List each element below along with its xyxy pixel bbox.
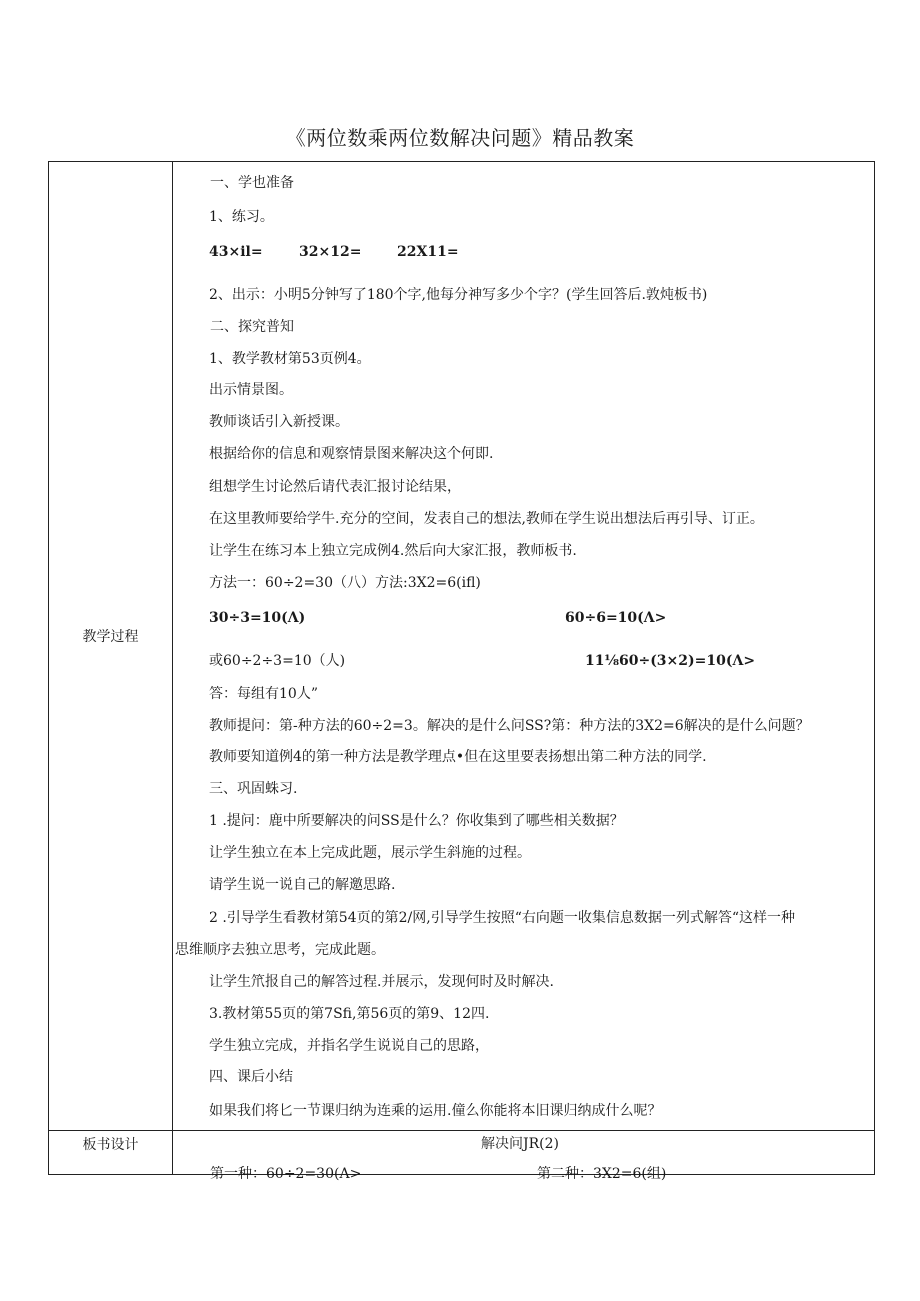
board-second-method: 第二种：3X2=6(组): [537, 1166, 667, 1182]
solve-line: 根据给你的信息和观察情景图来解决这个何即.: [209, 446, 494, 462]
teacher-ask: 教师提问：第-种方法的60÷2=3。解决的是什么问SS?第：种方法的3X2=6解决的是什么问题？: [209, 718, 810, 734]
label-teaching-process: 教学过程: [82, 629, 139, 645]
question-2: 2 .引导学生看教材第54页的第2/网,引导学生按照“右向题一收集信息数据一列式解答“这样一种: [209, 910, 796, 926]
method-row-3: [209, 652, 874, 670]
summary-question: 如果我们将匕一节课归纳为连乘的运用.僮么你能将本旧课归纳成什么呢？: [209, 1103, 662, 1119]
page-title: 《两位数乘两位数解决问题》精品教案: [285, 126, 635, 150]
method-row-2: [209, 609, 874, 627]
teacher-know: 教师要知道例4的第一种方法是教学理点•但在这里要表扬想出第二种方法的同学.: [209, 749, 707, 765]
method-c: 或60÷2÷3=10（人): [209, 653, 346, 669]
group-discuss: 组想学生讨论然后请代表汇报讨论结果，: [209, 479, 461, 495]
show-question: 2、出示：小明5分钟写了180个字,他每分神写多少个字？(学生回答后.敦炖板书): [209, 287, 708, 303]
question-3-solo: 学生独立完成，并指名学生说说自己的思路，: [209, 1038, 489, 1054]
equation-2: 32×12=: [299, 244, 362, 260]
teach-example: 1、教学教材第53页例4。: [209, 351, 371, 367]
question-1-idea: 请学生说一说自己的解邀思路.: [209, 877, 396, 893]
question-1: 1 .提问：鹿中所要解决的问SS是什么？你收集到了哪些相关数据？: [209, 813, 624, 829]
teacher-intro: 教师谈话引入新授课。: [209, 414, 349, 430]
equation-3: 22X11=: [397, 244, 459, 260]
space-line: 在这里教师要给学牛.充分的空间，发表自己的想法,教师在学生说出想法后再引导、订正。: [209, 511, 764, 527]
label-board-design: 板书设计: [82, 1137, 139, 1153]
method-b: 60÷6=10(Λ>: [565, 610, 667, 626]
method-d: 11⅛60÷(3×2)=10(Λ>: [585, 653, 756, 669]
question-2-report: 让学生笊报自己的解答过程.并展示，发现何时及时解决.: [209, 974, 554, 990]
board-design-content: [173, 1131, 874, 1182]
explore-heading: 二、探究普知: [210, 319, 294, 335]
teaching-process-content: [173, 162, 874, 1130]
prep-heading: 一、学也准备: [210, 175, 294, 191]
method-a: 30÷3=10(Λ): [209, 610, 306, 626]
question-1-solo: 让学生独立在本上完成此题，展示学生斜施的过程。: [209, 845, 531, 861]
practice-book: 让学生在练习本上独立完成例4.然后向大家汇报，教师板书.: [209, 543, 577, 559]
equation-1: 43×il=: [209, 244, 263, 260]
practice-line: 1、练习。: [209, 209, 274, 225]
lesson-table: [48, 161, 875, 1182]
board-first-method: 第一种：60÷2=30(Λ>: [210, 1166, 362, 1182]
question-2-cont: 思维顺序去独立思考，完成此题。: [175, 942, 385, 958]
question-3: 3.教材第55页的第7Sfi,第56页的第9、12四.: [209, 1006, 490, 1022]
method-row: 方法一：60÷2=30（八）方法:3X2=6(ifl): [209, 575, 481, 591]
summary-heading: 四、课后小结: [209, 1069, 293, 1085]
practice-equations: [209, 243, 874, 261]
answer-line: 答：每组有10人”: [209, 686, 318, 702]
show-picture: 出示情景图。: [209, 382, 293, 398]
board-heading: 解决问JR(2): [481, 1136, 559, 1152]
consolidate-heading: 三、巩固蛛习.: [209, 781, 298, 797]
